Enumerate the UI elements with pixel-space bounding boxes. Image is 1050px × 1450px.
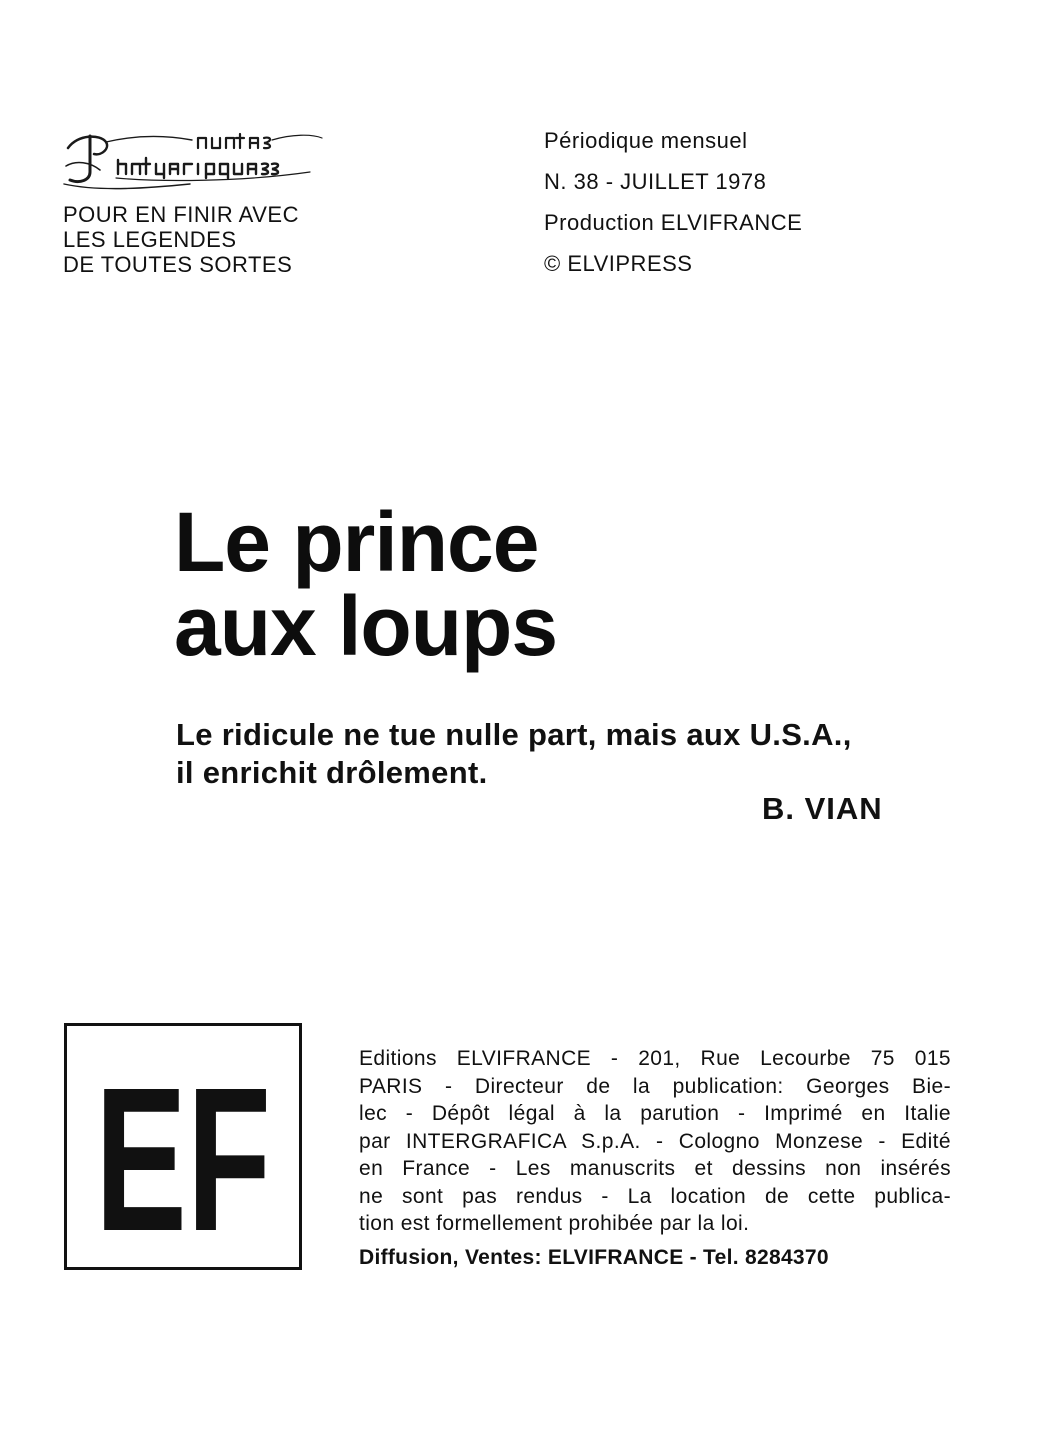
tagline-line: LES LEGENDES [63,227,237,252]
publication-info [544,126,884,290]
imprint-line: tion est formellement prohibée par la loi. [359,1212,750,1235]
distribution-contact: Diffusion, Ventes: ELVIFRANCE - Tel. 8284370 [359,1246,829,1269]
production-credit: Production ELVIFRANCE [544,210,803,235]
publisher-logo-art [67,1026,299,1274]
imprint-line: ne sont pas rendus - La location de cette publica- [359,1184,951,1208]
quote-author: B. VIAN [762,791,883,826]
legal-imprint [359,1045,951,1238]
imprint-line: Editions ELVIFRANCE - 201, Rue Lecourbe 75 015 [359,1047,951,1070]
tagline-line: DE TOUTES SORTES [63,252,293,277]
title-line: aux loups [174,579,558,673]
quote-line: il enrichit drôlement. [176,755,488,790]
tagline-line: POUR EN FINIR AVEC [63,202,299,227]
imprint-line: lec - Dépôt légal à la parution - Imprimé en Italie [359,1102,951,1125]
publisher-logo-letters: EF [95,1045,271,1274]
imprint-line: en France - Les manuscrits et dessins non insérés [359,1157,951,1180]
series-tagline [63,202,363,277]
series-logo [60,126,322,196]
periodicity: Périodique mensuel [544,128,748,153]
title-line: Le prince [174,495,539,589]
publisher-logo [64,1023,302,1274]
series-logo-art [60,126,322,196]
epigraph-quote [176,716,976,792]
story-title [174,495,558,673]
imprint-line: PARIS - Directeur de la publication: Georges Bie- [359,1074,951,1098]
imprint-line: par INTERGRAFICA S.p.A. - Cologno Monzese - Edité [359,1129,951,1153]
issue-number: N. 38 - JUILLET 1978 [544,169,767,194]
copyright-notice: © ELVIPRESS [544,251,693,276]
quote-line: Le ridicule ne tue nulle part, mais aux U.S.A., [176,717,852,752]
